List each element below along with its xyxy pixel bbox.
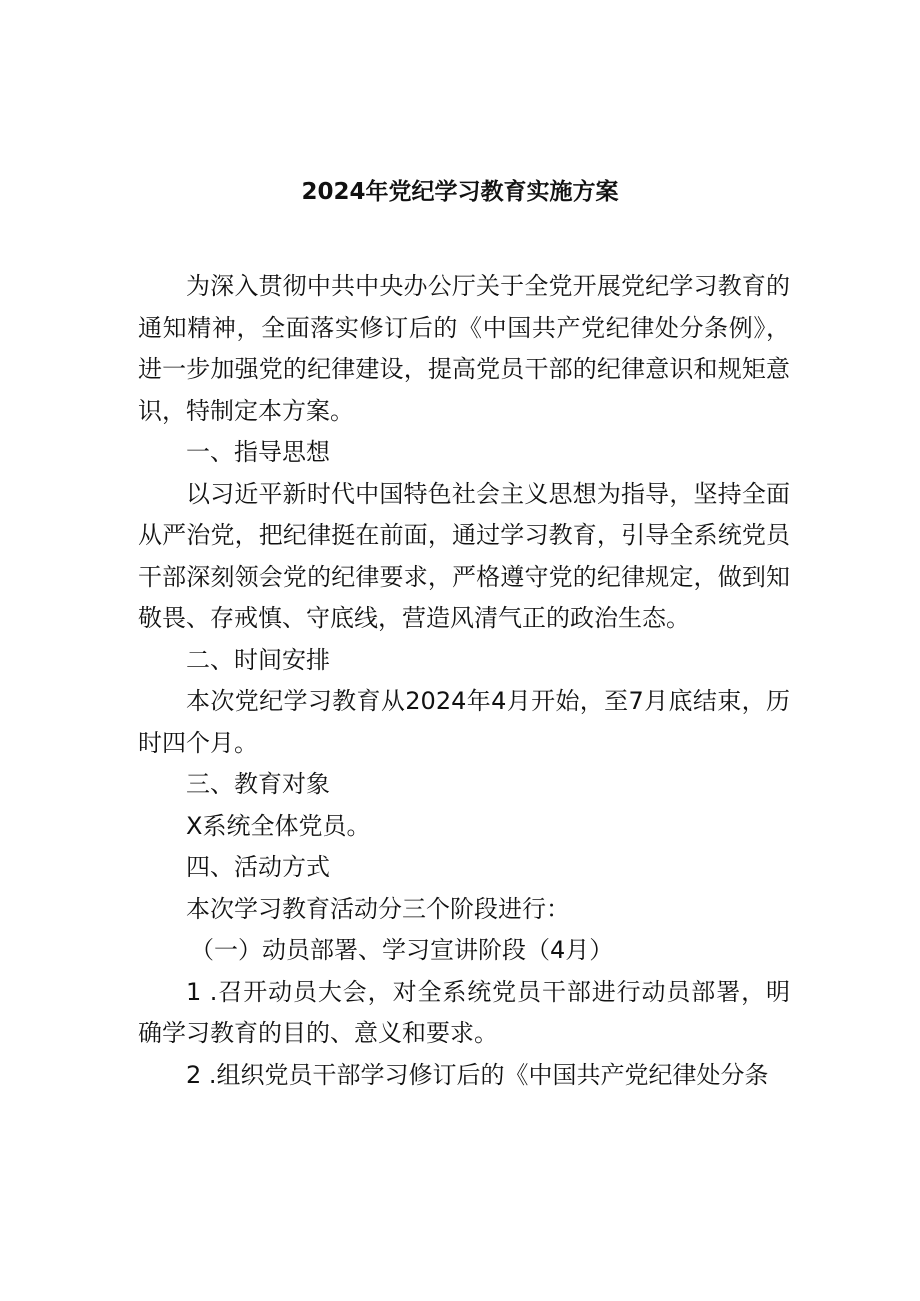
stage-one-item-2: 2 .组织党员干部学习修订后的《中国共产党纪律处分条: [186, 1060, 769, 1089]
section-heading-audience: 三、教育对象: [186, 770, 330, 798]
section-heading-schedule: 二、时间安排: [186, 645, 330, 674]
guiding-thought-paragraph: 以习近平新时代中国特色社会主义思想为指导，坚持全面从严治党，把纪律挺在前面，通过学习教育，引导全系统党员干部深刻领会党的纪律要求，严格遵守党的纪律规定，做到知敬畏、存戒慎、守底线，营造风清气正的政治生态。: [138, 479, 790, 632]
stage-one-heading: （一）动员部署、学习宣讲阶段（4月）: [190, 936, 614, 964]
document-title: 2024年党纪学习教育实施方案: [301, 179, 619, 205]
section-heading-activity-method: 四、活动方式: [186, 853, 330, 881]
intro-paragraph: 为深入贯彻中共中央办公厅关于全党开展党纪学习教育的通知精神，全面落实修订后的《中国共产党纪律处分条例》，进一步加强党的纪律建设，提高党员干部的纪律意识和规矩意识，特制定本方案。: [138, 272, 790, 425]
schedule-paragraph: 本次党纪学习教育从2024年4月开始，至7月底结束，历时四个月。: [138, 687, 790, 757]
stage-one-item-1: 1 .召开动员大会，对全系统党员干部进行动员部署，明确学习教育的目的、意义和要求。: [138, 977, 790, 1047]
audience-paragraph: X系统全体党员。: [186, 811, 371, 840]
document-body: [138, 266, 790, 1096]
activity-method-paragraph: 本次学习教育活动分三个阶段进行：: [186, 894, 570, 923]
section-heading-guiding-thought: 一、指导思想: [186, 438, 330, 466]
